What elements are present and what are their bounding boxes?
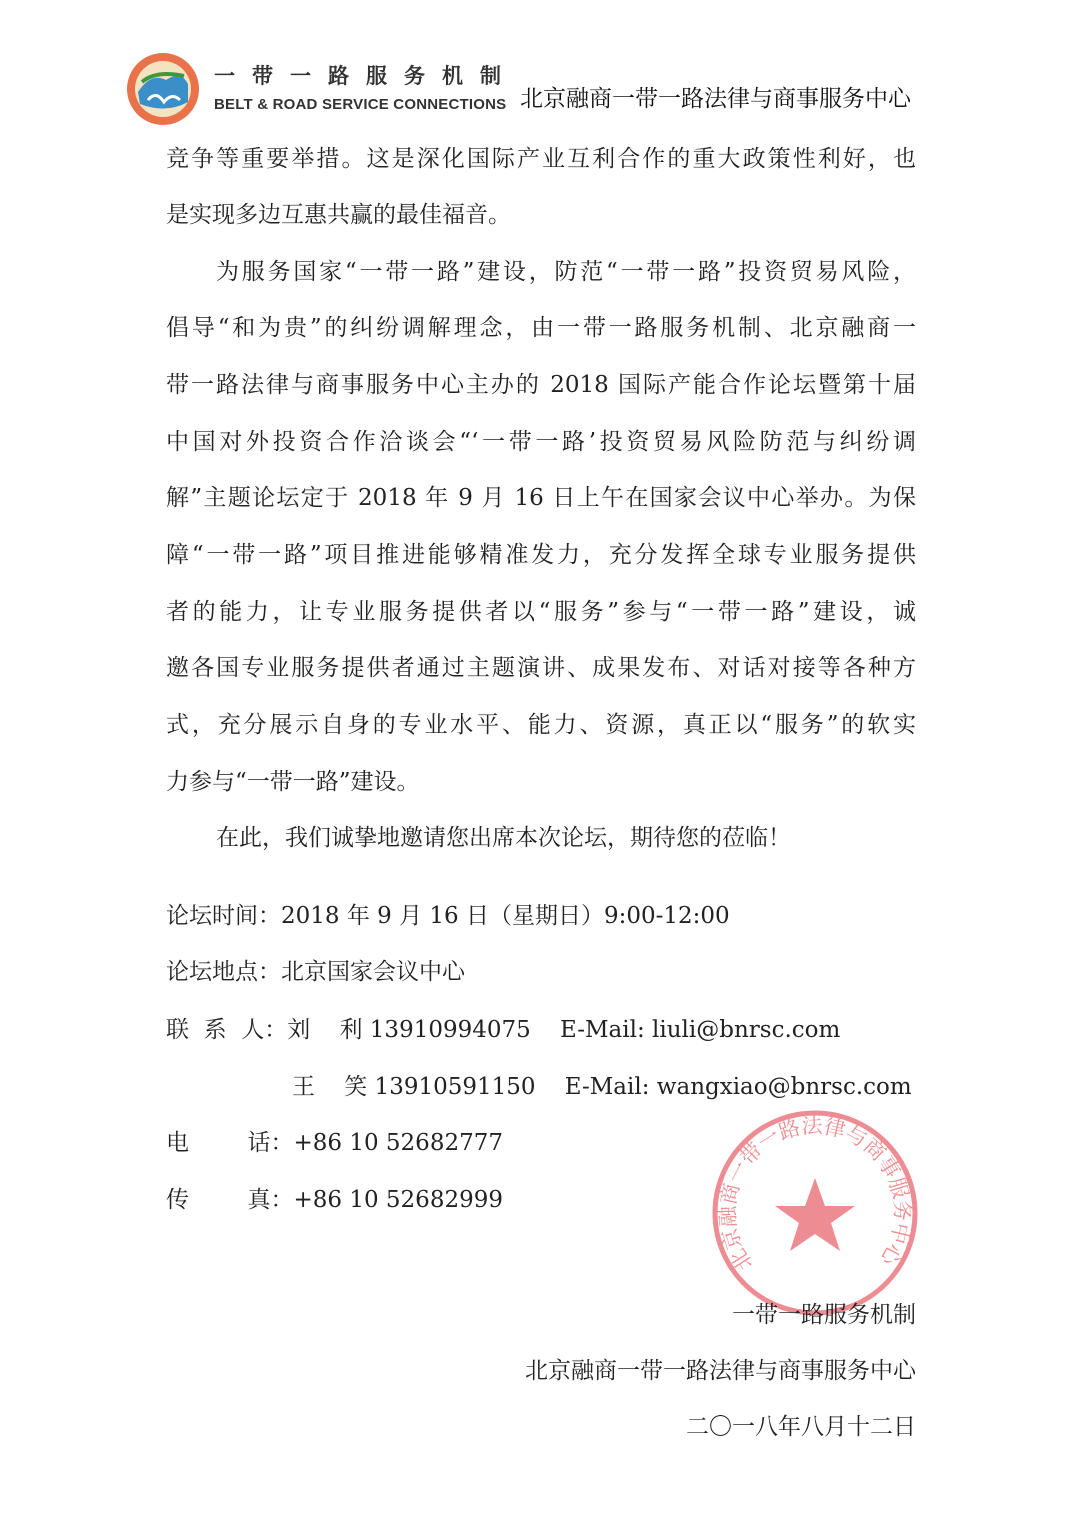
forum-place: 论坛地点：北京国家会议中心	[166, 959, 465, 985]
body-line: 为服务国家“一带一路”建设，防范“一带一路”投资贸易风险，	[216, 259, 916, 285]
body-line: 倡导“和为贵”的纠纷调解理念，由一带一路服务机制、北京融商一	[166, 315, 916, 341]
signature-date: 二〇一八年八月十二日	[686, 1414, 916, 1440]
fax: 传 真：+86 10 52682999	[166, 1187, 503, 1213]
body-line: 邀各国专业服务提供者通过主题演讲、成果发布、对话对接等各种方	[166, 655, 916, 681]
body-line: 障“一带一路”项目推进能够精准发力，充分发挥全球专业服务提供	[166, 542, 916, 568]
body-line: 者的能力，让专业服务提供者以“服务”参与“一带一路”建设，诚	[166, 599, 916, 625]
body-line: 式，充分展示自身的专业水平、能力、资源，真正以“服务”的软实	[166, 712, 916, 738]
center-name: 北京融商一带一路法律与商事服务中心	[520, 86, 911, 112]
body-line: 竞争等重要举措。这是深化国际产业互利合作的重大政策性利好，也	[166, 146, 916, 172]
forum-time: 论坛时间：2018 年 9 月 16 日（星期日）9:00-12:00	[166, 903, 730, 929]
letterhead	[0, 0, 1080, 140]
body-line: 带一路法律与商事服务中心主办的 2018 国际产能合作论坛暨第十届	[166, 372, 916, 398]
logo-english-name: BELT & ROAD SERVICE CONNECTIONS	[214, 96, 507, 113]
body-line: 力参与“一带一路”建设。	[166, 769, 420, 795]
contact-person-2: 王 笑 13910591150 E-Mail: wangxiao@bnrsc.com	[292, 1074, 912, 1100]
body-line: 是实现多边互惠共赢的最佳福音。	[166, 202, 511, 228]
seal-text: 北京融商一带一路法律与商事服务中心	[715, 1113, 915, 1276]
belt-road-logo	[126, 52, 200, 126]
official-seal	[710, 1108, 920, 1318]
logo-chinese-name: 一带一路服务机制	[214, 64, 518, 88]
signer-org-1: 一带一路服务机制	[732, 1302, 916, 1328]
body-line: 中国对外投资合作洽谈会“‘一带一路’投资贸易风险防范与纠纷调	[166, 429, 916, 455]
body-line: 解”主题论坛定于 2018 年 9 月 16 日上午在国家会议中心举办。为保	[166, 485, 916, 511]
phone: 电 话：+86 10 52682777	[166, 1130, 503, 1156]
signer-org-2: 北京融商一带一路法律与商事服务中心	[525, 1358, 916, 1384]
body-line: 在此，我们诚挚地邀请您出席本次论坛，期待您的莅临！	[216, 825, 791, 851]
contact-person-1: 联 系 人：刘 利 13910994075 E-Mail: liuli@bnrsc.com	[166, 1017, 841, 1043]
